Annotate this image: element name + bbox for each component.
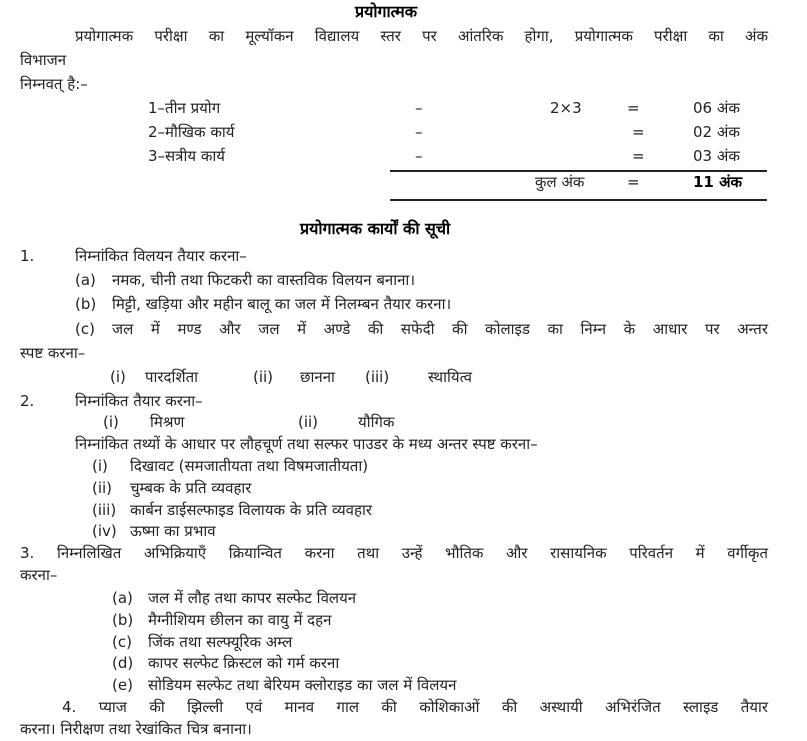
sub-label: (b) — [112, 611, 134, 629]
list-item-text-2: निम्नांकित तथ्यों के आधार पर लौहचूर्ण तथा सल्फर पाउडर के मध्य अन्तर स्पष्ट करना– — [75, 435, 538, 453]
marks-row-dash: – — [415, 147, 423, 165]
sub-text: नमक, चीनी तथा फिटकरी का वास्तविक विलयन बनाना। — [112, 271, 416, 289]
sub-sub-label: (iii) — [365, 368, 390, 386]
sub-sub-text: पारदर्शिता — [145, 368, 199, 386]
list-item-text: निम्नांकित विलयन तैयार करना– — [75, 247, 247, 265]
sub-label: (a) — [75, 271, 96, 289]
sub-label: (i) — [92, 457, 108, 475]
list-item-3-line-2: करना– — [20, 566, 58, 584]
total-equals: = — [627, 173, 640, 191]
list-item-3-line-1: 3. निम्नलिखित अभिक्रियाएँ क्रियान्वित करना तथा उन्हें भौतिक और रासायनिक परिवर्तन में वर्गीकृत — [20, 544, 768, 562]
list-item-4-line-2: करना। निरीक्षण तथा रेखांकित चित्र बनाना। — [20, 720, 252, 738]
section-heading-practical: प्रयोगात्मक — [355, 2, 418, 21]
list-number: 1. — [20, 247, 35, 265]
marks-row-dash: – — [415, 123, 423, 141]
sub-text: मिट्टी, खड़िया और महीन बालू का जल में निलम्बन तैयार करना। — [112, 295, 452, 313]
sub-sub-label: (ii) — [253, 368, 274, 386]
marks-row-equals: = — [632, 147, 645, 165]
sub-text: सोडियम सल्फेट तथा बेरियम क्लोराइड का जल में विलयन — [148, 676, 457, 694]
marks-row-value: 06 अंक — [693, 99, 740, 117]
sub-label: (c) — [75, 320, 95, 338]
marks-row-item: 3–सत्रीय कार्य — [148, 147, 225, 165]
marks-row-item: 2–मौखिक कार्य — [148, 123, 235, 141]
intro-line-2: विभाजन — [20, 51, 67, 69]
sub-label: (e) — [112, 676, 133, 694]
marks-row-dash: – — [415, 99, 423, 117]
sub-label: (d) — [112, 654, 134, 672]
list-number: 2. — [20, 392, 35, 410]
sub-text: दिखावट (समजातीयता तथा विषमजातीयता) — [130, 457, 369, 475]
sub-text-cont: स्पष्ट करना– — [20, 344, 86, 362]
total-bottom-rule — [390, 199, 767, 201]
sub-sub-text: स्थायित्व — [428, 368, 472, 386]
sub-text: मैग्नीशियम छीलन का वायु में दहन — [148, 611, 332, 629]
intro-line-3: निम्नवत् है:– — [20, 75, 88, 93]
marks-row-value: 02 अंक — [693, 123, 740, 141]
marks-row-value: 03 अंक — [693, 147, 740, 165]
marks-row-item: 1–तीन प्रयोग — [148, 99, 221, 117]
marks-row-calc: 2×3 — [550, 99, 582, 117]
sub-label: (a) — [112, 589, 133, 607]
sub-text: ऊष्मा का प्रभाव — [130, 522, 216, 540]
sub-text: मिश्रण — [150, 413, 185, 431]
total-label: कुल अंक — [535, 173, 585, 191]
sub-label: (iii) — [92, 501, 117, 519]
sub-sub-text: छानना — [300, 368, 335, 386]
list-item-text: निम्नांकित तैयार करना– — [75, 392, 203, 410]
total-value: 11 अंक — [693, 173, 743, 191]
marks-row-equals: = — [627, 99, 640, 117]
sub-text: कार्बन डाईसल्फाइड विलायक के प्रति व्यवहार — [130, 501, 372, 519]
sub-label: (ii) — [298, 413, 319, 431]
sub-label: (iv) — [92, 522, 117, 540]
sub-label: (c) — [112, 633, 132, 651]
section-heading-practical-list: प्रयोगात्मक कार्यों की सूची — [300, 219, 451, 238]
sub-sub-label: (i) — [110, 368, 126, 386]
sub-text: जिंक तथा सल्फ्यूरिक अम्ल — [148, 633, 293, 651]
sub-text: कापर सल्फेट क्रिस्टल को गर्म करना — [148, 654, 340, 672]
marks-row-equals: = — [632, 123, 645, 141]
sub-text: यौगिक — [358, 413, 395, 431]
sub-label: (b) — [75, 295, 97, 313]
sub-label: (ii) — [92, 479, 113, 497]
list-item-4-line-1: 4. प्याज की झिल्ली एवं मानव गाल की कोशिकाओं की अस्थायी अभिरंजित स्लाइड तैयार — [62, 698, 768, 716]
sub-text: चुम्बक के प्रति व्यवहार — [130, 479, 252, 497]
sub-label: (i) — [103, 413, 119, 431]
intro-line-1: प्रयोगात्मक परीक्षा का मूल्यॉकन विद्यालय स्तर पर आंतरिक होगा, प्रयोगात्मक परीक्षा का अंक — [75, 27, 768, 45]
sub-text: जल में मण्ड और जल में अण्डे की सफेदी की कोलाइड का निम्न के आधार पर अन्तर — [112, 320, 768, 338]
sub-text: जल में लौह तथा कापर सल्फेट विलयन — [148, 589, 357, 607]
